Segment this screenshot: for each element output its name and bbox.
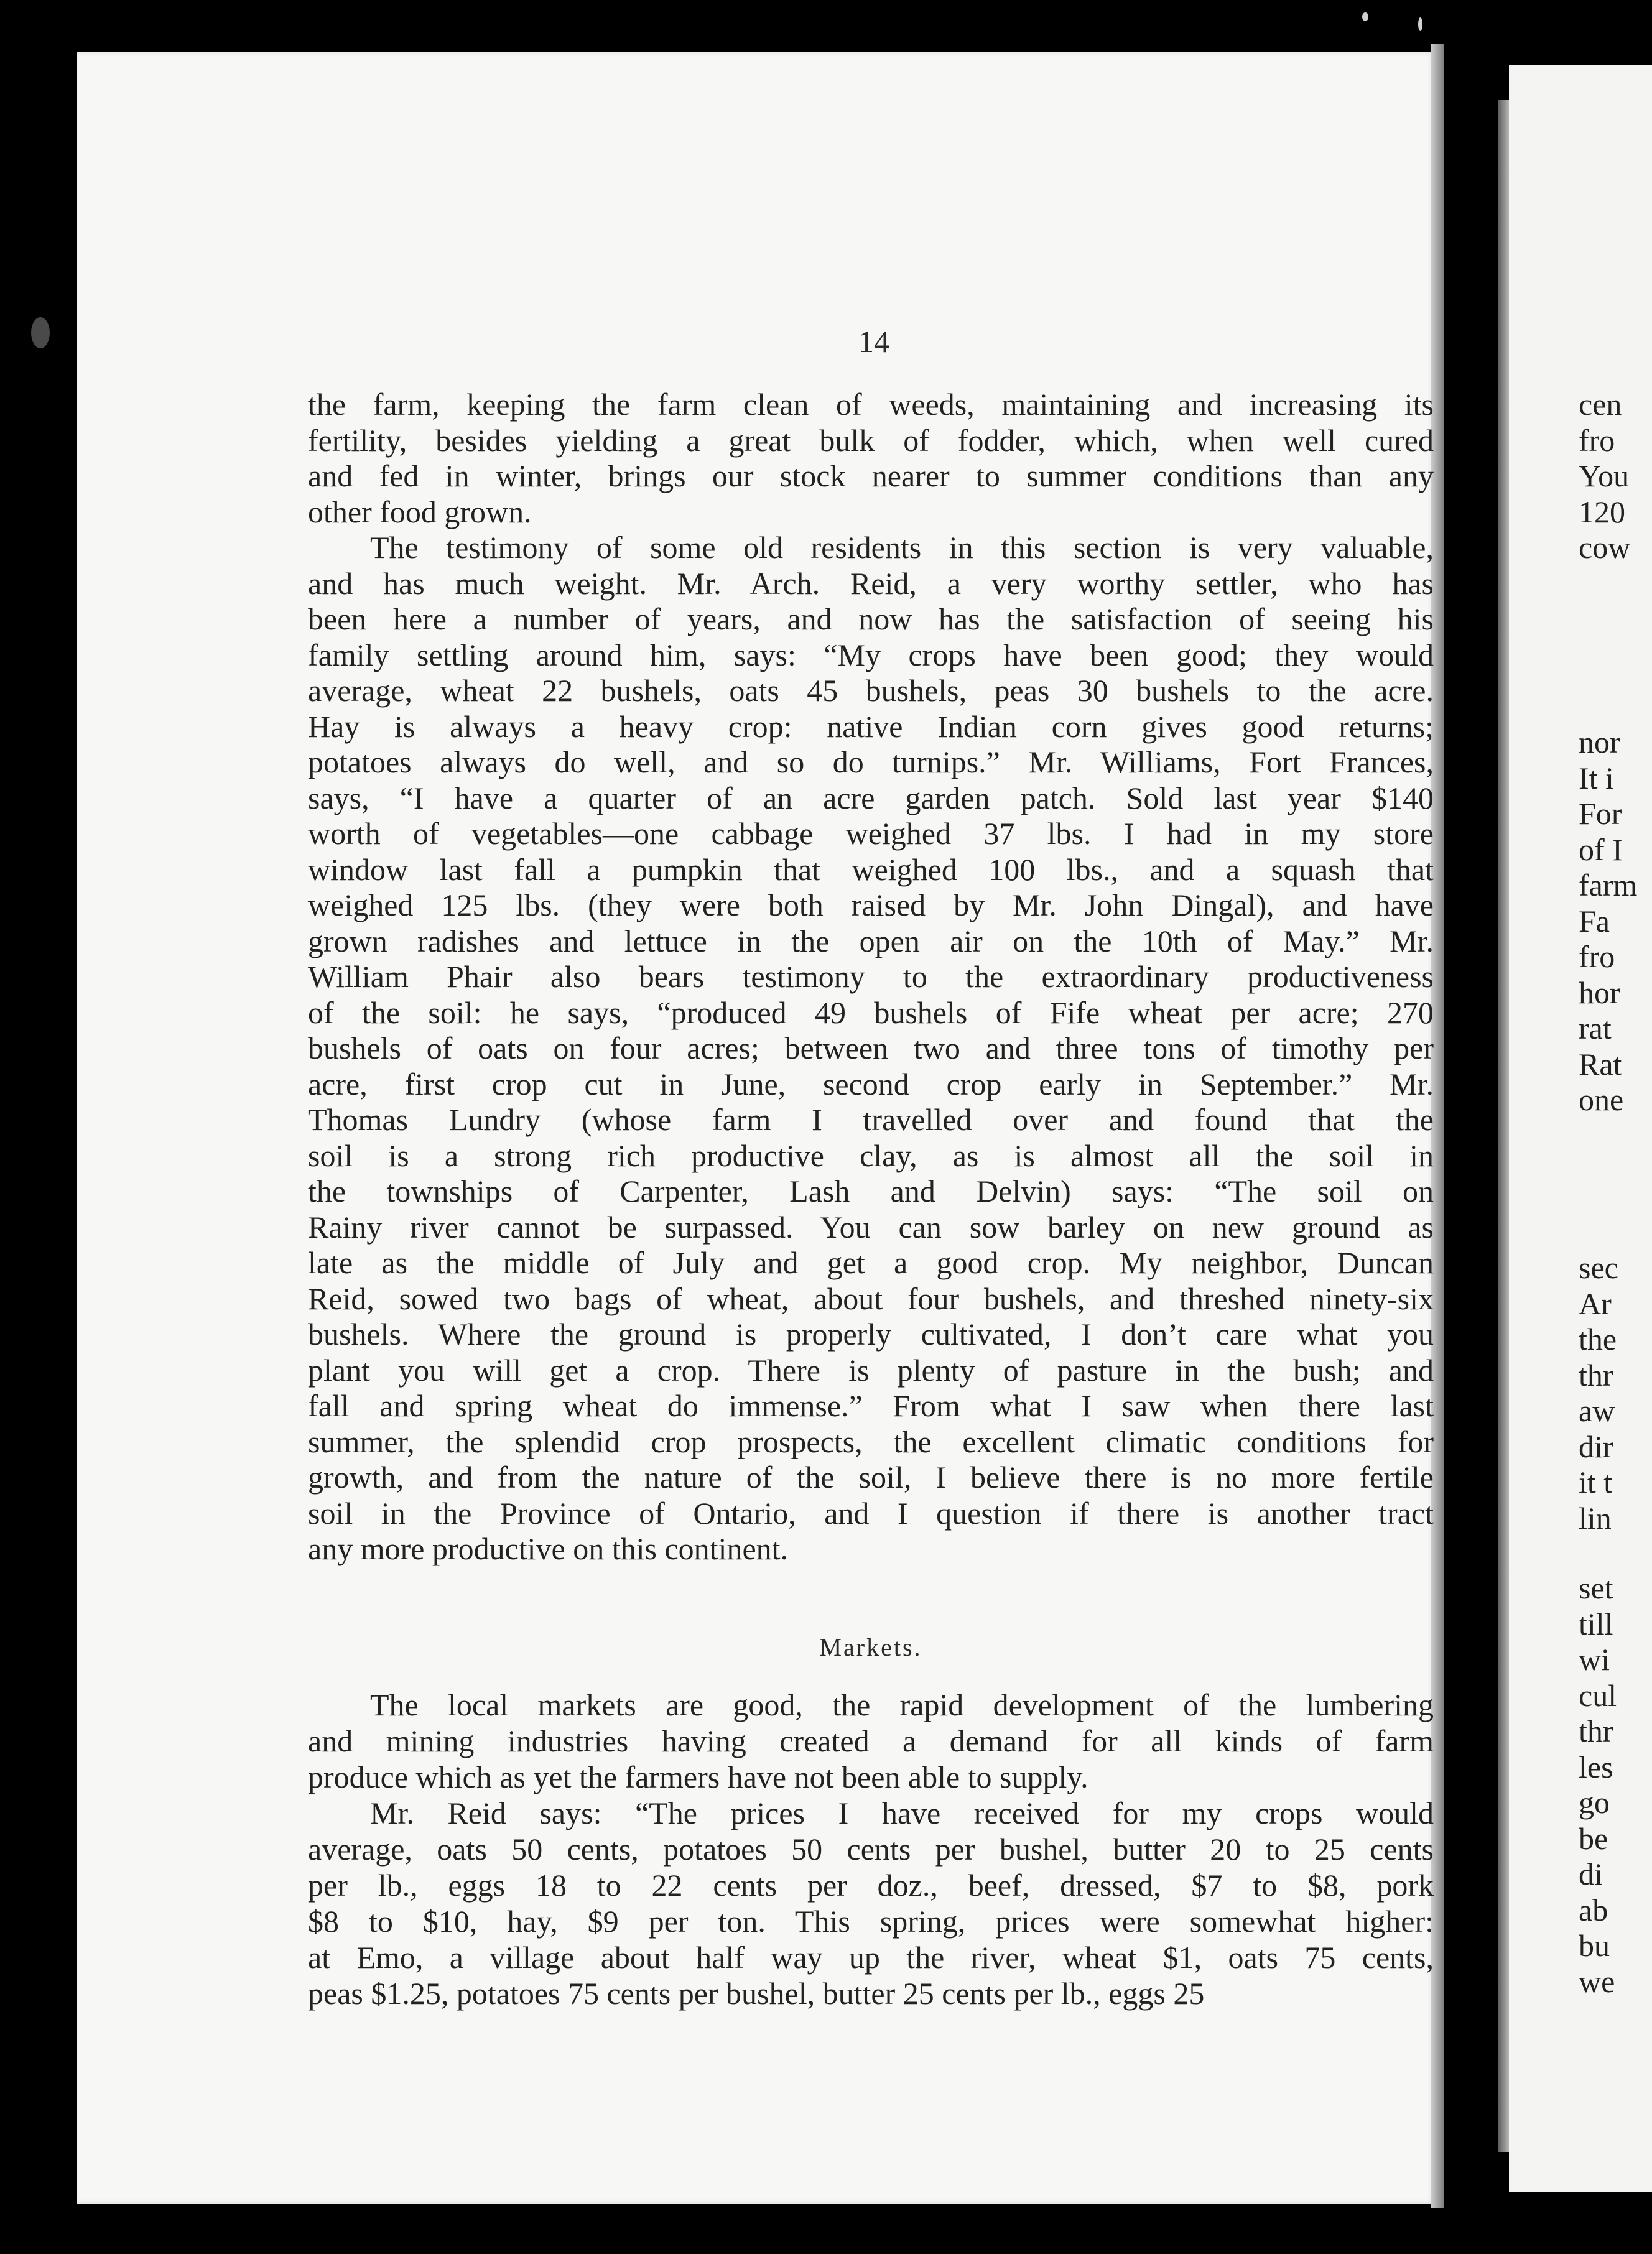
right-page-text xyxy=(1579,1250,1652,1536)
text-line: thr xyxy=(1579,1714,1613,1748)
text-line: soil is a strong rich productive clay, as is almost all the soil in xyxy=(308,1138,1434,1173)
right-page-text xyxy=(1579,1570,1652,2000)
scan-speck xyxy=(31,317,50,348)
text-line: we xyxy=(1579,1964,1615,1999)
text-line: bushels. Where the ground is properly cultivated, I don’t care what you xyxy=(308,1317,1434,1352)
text-line: family settling around him, says: “My crops have been good; they would xyxy=(308,637,1434,672)
text-line: be xyxy=(1579,1820,1608,1856)
text-line: dir xyxy=(1579,1429,1613,1464)
markets-text xyxy=(308,1687,1434,2011)
text-line: lin xyxy=(1579,1500,1612,1536)
text-line: plant you will get a crop. There is plenty of pasture in the bush; and xyxy=(308,1352,1434,1388)
text-line: For xyxy=(1579,796,1622,831)
text-line: cow xyxy=(1579,530,1631,565)
text-line: Reid, sowed two bags of wheat, about four bushels, and threshed ninety-six xyxy=(308,1281,1434,1316)
text-line: weighed 125 lbs. (they were both raised by Mr. John Dingal), and have xyxy=(308,888,1434,922)
main-text xyxy=(308,387,1434,1567)
page-number: 14 xyxy=(858,324,889,359)
text-line: fro xyxy=(1579,939,1615,974)
text-line: the farm, keeping the farm clean of weeds, maintaining and increasing its xyxy=(308,387,1434,422)
text-line: go xyxy=(1579,1785,1610,1820)
text-line: average, wheat 22 bushels, oats 45 bushels, peas 30 bushels to the acre. xyxy=(308,673,1434,708)
text-line: bu xyxy=(1579,1928,1610,1963)
text-line: any more productive on this continent. xyxy=(308,1531,789,1566)
paragraph xyxy=(308,1687,1434,1795)
text-line: late as the middle of July and get a good crop. My neighbor, Duncan xyxy=(308,1245,1434,1280)
text-line: les xyxy=(1579,1749,1613,1784)
text-line: and has much weight. Mr. Arch. Reid, a very worthy settler, who has xyxy=(308,565,1434,601)
paragraph xyxy=(308,530,1434,1567)
text-line: Mr. Reid says: “The prices I have received for my crops would xyxy=(370,1796,1434,1830)
text-line: You xyxy=(1579,458,1630,493)
text-line: at Emo, a village about half way up the river, wheat $1, oats 75 cents, xyxy=(308,1940,1434,1975)
text-line: It i xyxy=(1579,760,1614,795)
text-line: The local markets are good, the rapid development of the lumbering xyxy=(370,1687,1434,1722)
text-line: says, “I have a quarter of an acre garden patch. Sold last year $140 xyxy=(308,780,1434,815)
text-line: sec xyxy=(1579,1250,1618,1285)
text-line: grown radishes and lettuce in the open air on the 10th of May.” Mr. xyxy=(308,923,1434,958)
text-line: and fed in winter, brings our stock nearer to summer conditions than any xyxy=(308,458,1434,493)
paragraph xyxy=(308,387,1434,530)
text-line: fro xyxy=(1579,422,1615,458)
text-line: fertility, besides yielding a great bulk of fodder, which, when well cured xyxy=(308,422,1434,458)
text-line: the townships of Carpenter, Lash and Delvin) says: “The soil on xyxy=(308,1174,1434,1208)
text-line: peas $1.25, potatoes 75 cents per bushel, butter 25 cents per lb., eggs 25 xyxy=(308,1976,1205,2011)
text-line: soil in the Province of Ontario, and I question if there is another tract xyxy=(308,1495,1434,1531)
text-line: 120 xyxy=(1579,494,1625,529)
paragraph xyxy=(308,1795,1434,2011)
text-line: bushels of oats on four acres; between two and three tons of timothy per xyxy=(308,1031,1434,1065)
text-line: hor xyxy=(1579,975,1620,1010)
text-line: thr xyxy=(1579,1357,1613,1393)
text-line: growth, and from the nature of the soil, I believe there is no more fertile xyxy=(308,1460,1434,1495)
text-line: produce which as yet the farmers have not been able to supply. xyxy=(308,1760,1088,1794)
text-line: average, oats 50 cents, potatoes 50 cents per bushel, butter 20 to 25 cents xyxy=(308,1832,1434,1867)
text-line: potatoes always do well, and so do turnips.” Mr. Williams, Fort Frances, xyxy=(308,744,1434,779)
text-line: till xyxy=(1579,1606,1613,1641)
text-line: Ar xyxy=(1579,1286,1612,1321)
text-line: of the soil: he says, “produced 49 bushels of Fife wheat per acre; 270 xyxy=(308,995,1434,1030)
text-line: of I xyxy=(1579,832,1623,867)
text-line: di xyxy=(1579,1857,1603,1891)
text-line: wi xyxy=(1579,1642,1610,1677)
text-line: Fa xyxy=(1579,903,1610,939)
text-line: farm xyxy=(1579,868,1638,902)
text-line: window last fall a pumpkin that weighed 100 lbs., and a squash that xyxy=(308,851,1434,887)
text-line: the xyxy=(1579,1322,1617,1357)
text-line: set xyxy=(1579,1570,1613,1605)
right-page-text xyxy=(1579,725,1652,1118)
section-heading: Markets. xyxy=(819,1633,922,1661)
text-line: fall and spring wheat do immense.” From what I saw when there last xyxy=(308,1388,1434,1423)
text-line: William Phair also bears testimony to the extraordinary productiveness xyxy=(308,959,1434,994)
text-line: Rainy river cannot be surpassed. You can sow barley on new ground as xyxy=(308,1209,1434,1245)
text-line: ab xyxy=(1579,1892,1608,1927)
text-line: one xyxy=(1579,1082,1624,1117)
text-line: and mining industries having created a demand for all kinds of farm xyxy=(308,1723,1434,1758)
right-page-text xyxy=(1579,387,1652,566)
text-line: $8 to $10, hay, $9 per ton. This spring, prices were somewhat higher: xyxy=(308,1904,1434,1939)
text-line: worth of vegetables—one cabbage weighed 37 lbs. I had in my store xyxy=(308,816,1434,851)
text-line: nor xyxy=(1579,725,1620,759)
scan-speck xyxy=(1418,17,1422,31)
text-line: other food grown. xyxy=(308,494,532,529)
text-line: aw xyxy=(1579,1393,1615,1428)
text-line: cul xyxy=(1579,1677,1617,1713)
text-line: The testimony of some old residents in this section is very valuable, xyxy=(370,530,1434,565)
text-line: Thomas Lundry (whose farm I travelled over and found that the xyxy=(308,1102,1434,1137)
text-line: summer, the splendid crop prospects, the excellent climatic conditions for xyxy=(308,1424,1434,1459)
text-line: Rat xyxy=(1579,1046,1622,1082)
text-line: it t xyxy=(1579,1465,1613,1500)
text-line: been here a number of years, and now has the satisfaction of seeing his xyxy=(308,601,1434,636)
text-line: per lb., eggs 18 to 22 cents per doz., beef, dressed, $7 to $8, pork xyxy=(308,1868,1434,1903)
text-line: acre, first crop cut in June, second crop early in September.” Mr. xyxy=(308,1066,1434,1101)
text-line: Hay is always a heavy crop: native Indian corn gives good returns; xyxy=(308,708,1434,744)
scan-speck xyxy=(1362,12,1368,21)
text-line: rat xyxy=(1579,1011,1612,1046)
text-line: cen xyxy=(1579,387,1622,422)
